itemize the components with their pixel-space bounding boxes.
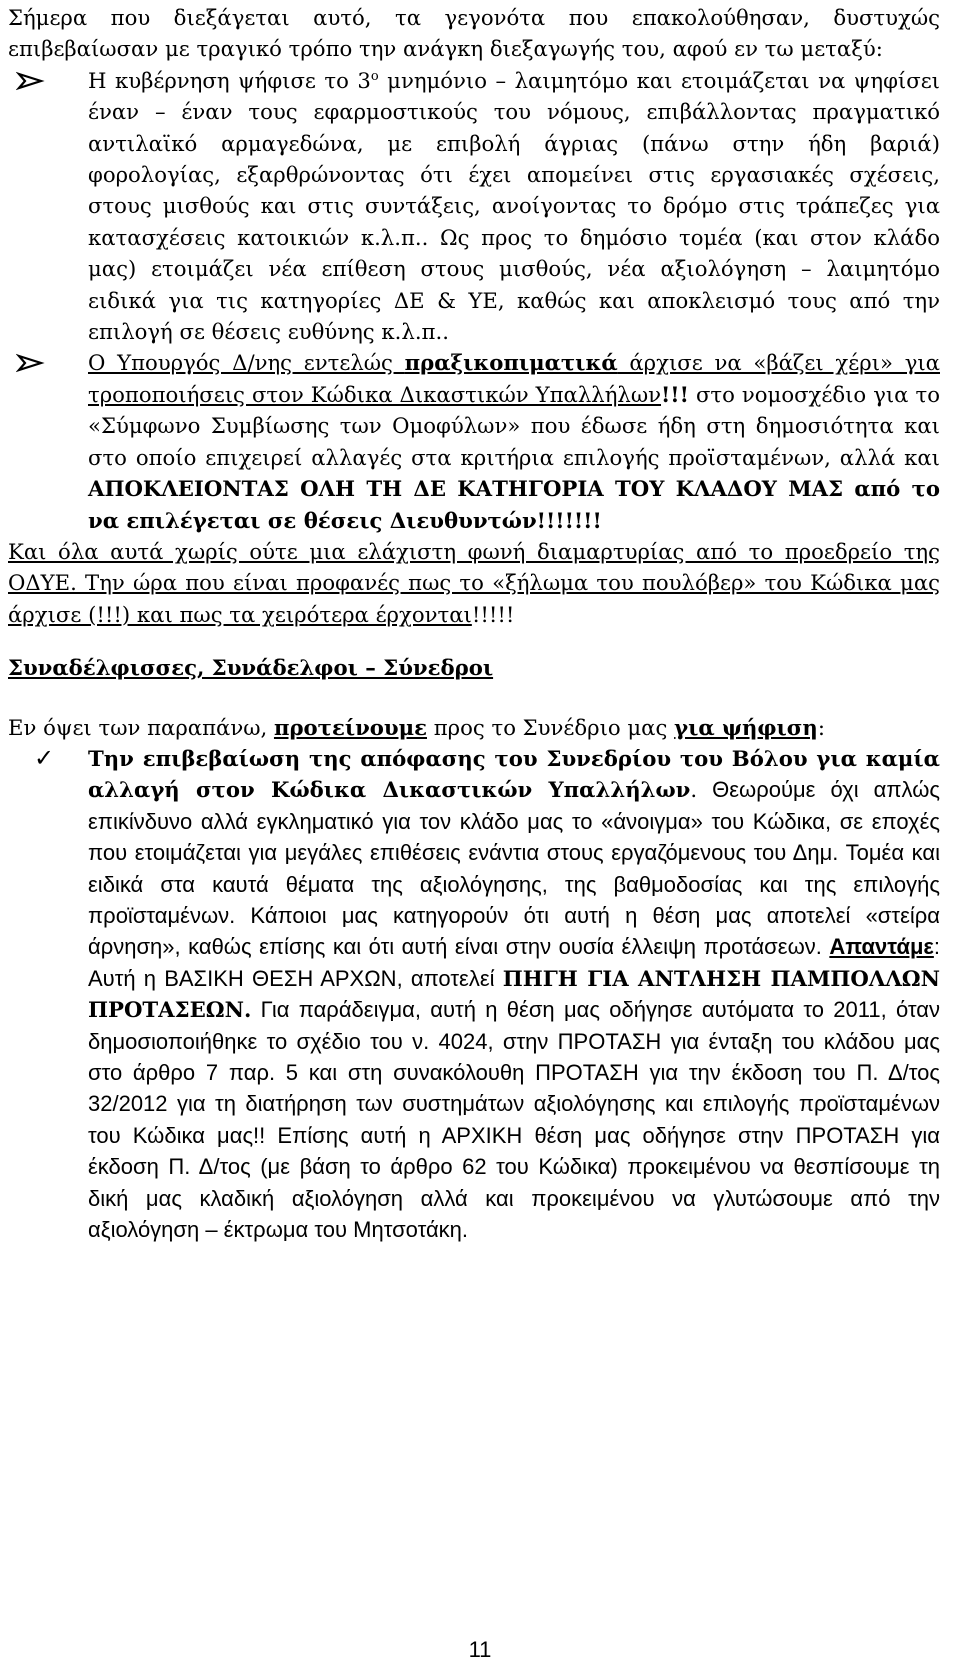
greeting-heading: Συναδέλφισσες, Συνάδελφοι – Σύνεδροι xyxy=(8,655,494,681)
proposal-body-2: : Αυτή η ΒΑΣΙΚΗ ΘΕΣΗ ΑΡΧΩΝ, αποτελεί xyxy=(88,934,940,991)
proposal-item: ✓ Την επιβεβαίωση της απόφασης του Συνεδρίου του Βόλου για καμία αλλαγή στον Κώδικα Δικαστικών Υπαλλήλων. Θεωρούμε όχι απλώς επικίνδυνο αλλά εγκληματικό για τον κλάδο μας το «άνοιγμα» του Κώδικα, σε εποχές που ετοιμάζεται για μεγάλες επιθέσεις ενάντια στους εργαζόμενους του Δημ. Τομέα και ειδικά στα καυτά θέματα της αξιολόγησης, της βαθμοδοσίας και της επιλογής προϊσταμένων. Κάποιοι μας κατηγορούν ότι αυτή η θέση μας αποτελεί «στείρα άρνηση», καθώς επίσης και ότι αυτή είναι στην ουσία έλλειψη προτάσεων. Απαντάμε: Αυτή η ΒΑΣΙΚΗ ΘΕΣΗ ΑΡΧΩΝ, αποτελεί ΠΗΓΗ ΓΙΑ ΑΝΤΛΗΣΗ ΠΑΜΠΟΛΛΩΝ ΠΡΟΤΑΣΕΩΝ. Για παράδειγμα, αυτή η θέση μας οδήγησε αυτόματα το 2011, όταν δημοσιοποιήθηκε το σχέδιο του ν. 4024, στην ΠΡΟΤΑΣΗ για ένταξη του κλάδου μας στο άρθρο 7 παρ. 5 και στη συνακόλουθη ΠΡΟΤΑΣΗ για την έκδοση του Π. Δ/τος 32/2012 για τη διατήρηση των συστημάτων αξιολόγησης και επιλογής προϊσταμένων του Κώδικα μας!! Επίσης αυτή η ΑΡΧΙΚΗ θέση μας οδήγησε στην ΠΡΟΤΑΣΗ για έκδοση Π. Δ/τος (με βάση το άρθρο 62 του Κώδικα) προκειμένου να θεσπίσουμε τη δική μας κλαδική αξιολόγηση αλλά και προκειμένου να γλυτώσουμε από την αξιολόγηση – έκτρωμα του Μητσοτάκη. xyxy=(34,743,940,1243)
bullet-text-a: Η κυβέρνηση ψήφισε το 3 xyxy=(88,67,371,93)
minister-text: στο νομοσχέδιο για το «Σύμφωνο Συμβίωσης των Ομοφύλων» που έδωσε ήδη στη δημοσιότητα και στο οποίο επιχειρεί αλλαγές στα κριτήρια επιλογής προϊσταμένων, αλλά και xyxy=(88,381,940,470)
for-vote-word: για ψήφιση xyxy=(674,714,818,740)
odye-exclamations: !!!!! xyxy=(471,601,515,627)
proposal-paragraph: Εν όψει των παραπάνω, προτείνουμε προς το Συνέδριο μας για ψήφιση: xyxy=(8,714,825,740)
propose-word: προτείνουμε xyxy=(273,714,427,740)
page-number: 11 xyxy=(468,1637,492,1662)
proposal-bold-text: Την επιβεβαίωση της απόφασης του Συνεδρίου του Βόλου για καμία αλλαγή στον Κώδικα Δικαστικών Υπαλλήλων xyxy=(88,745,940,803)
check-mark-icon: ✓ xyxy=(34,743,55,772)
answer-word: Απαντάμε xyxy=(829,934,934,960)
document-page xyxy=(8,2,940,1245)
odye-underlined-text: Και όλα αυτά χωρίς ούτε μια ελάχιστη φωνή διαμαρτυρίας από το προεδρείο της ΟΔΥΕ. Την ώρα που είναι προφανές πως το «ξήλωμα του πουλόβερ» του Κώδικα μας άρχισε (!!!) και πως τα χειρότερα έρχονται xyxy=(8,538,940,627)
proposal-bold-2: ΠΗΓΗ ΓΙΑ ΑΝΤΛΗΣΗ ΠΑΜΠΟΛΛΩΝ ΠΡΟΤΑΣΕΩΝ. xyxy=(88,965,940,1023)
bullet-item-memorandum xyxy=(8,65,940,348)
proposal-body-1: Θεωρούμε όχι απλώς επικίνδυνο αλλά εγκληματικό για τον κλάδο μας το «άνοιγμα» του Κώδικα, σε εποχές που ετοιμάζεται για μεγάλες επιθέσεις ενάντια στους εργαζόμενους του Δημ. Τομέα και ειδικά στα καυτά θέματα της αξιολόγησης, της βαθμοδοσίας και της επιλογής προϊσταμένων. Κάποιοι μας κατηγορούν ότι αυτή η θέση μας αποτελεί «στείρα άρνηση», καθώς επίσης και ότι αυτή είναι στην ουσία έλλειψη προτάσεων. xyxy=(88,777,940,960)
proposal-body-3: Για παράδειγμα, αυτή η θέση μας οδήγησε αυτόματα το 2011, όταν δημοσιοποιήθηκε το σχέδιο του ν. 4024, στην ΠΡΟΤΑΣΗ για ένταξη του κλάδου μας στο άρθρο 7 παρ. 5 και στη συνακόλουθη ΠΡΟΤΑΣΗ για την έκδοση του Π. Δ/τος 32/2012 για τη διατήρηση των συστημάτων αξιολόγησης και επιλογής προϊσταμένων του Κώδικα μας!! Επίσης αυτή η ΑΡΧΙΚΗ θέση μας οδήγησε στην ΠΡΟΤΑΣΗ για έκδοση Π. Δ/τος (με βάση το άρθρο 62 του Κώδικα) προκειμένου να θεσπίσουμε τη δική μας κλαδική αξιολόγηση αλλά και προκειμένου να γλυτώσουμε από την αξιολόγηση – έκτρωμα του Μητσοτάκη. xyxy=(88,997,940,1243)
minister-underlined-text: Ο Υπουργός Δ/νης εντελώς πραξικοπιματικά άρχισε να «βάζει χέρι» για τροποποιήσεις στον Κώδικα Δικαστικών Υπαλλήλων xyxy=(88,350,940,407)
ordinal-superscript: ο xyxy=(370,68,379,84)
spacer xyxy=(8,630,940,652)
bullet-text-b: μνημόνιο – λαιμητόμο και ετοιμάζεται να ψηφίσει έναν – έναν τους εφαρμοστικούς του νόμους, επιβάλλοντας πραγματικό αντιλαϊκό αρμαγεδώνα, με επιβολή άγριας (πάνω στην ήδη βαριά) φορολογίας, εξαρθρώνοντας ότι έχει απομείνει στις εργασιακές σχέσεις, στους μισθούς και στις συντάξεις, ανοίγοντας το δρόμο στις τράπεζες για κατασχέσεις κατοικιών κ.λ.π.. Ως προς το δημόσιο τομέα (και στον κλάδο μας) ετοιμάζει νέα επίθεση στους μισθούς, νέα αξιολόγηση – λαιμητόμο ειδικά για τις κατηγορίες ΔΕ & ΥΕ, καθώς και αποκλεισμό τους από την επιλογή σε θέσεις ευθύνης κ.λ.π.. xyxy=(88,67,940,345)
intro-paragraph: Σήμερα που διεξάγεται αυτό, τα γεγονότα που επακολούθησαν, δυστυχώς επιβεβαίωσαν με τραγικό τρόπο την ανάγκη διεξαγωγής του, αφού εν τω μεταξύ: xyxy=(8,5,940,62)
exclamation-marks: !!! xyxy=(661,381,689,407)
exclusion-bold-text: ΑΠΟΚΛΕΙΟΝΤΑΣ ΟΛΗ ΤΗ ΔΕ ΚΑΤΗΓΟΡΙΑ ΤΟΥ ΚΛΑΔΟΥ ΜΑΣ από το να επιλέγεται σε θέσεις Διευθυντών!!!!!!! xyxy=(88,476,940,533)
odye-paragraph xyxy=(8,536,940,630)
arrowhead-bullet-icon xyxy=(16,65,46,96)
bullet-item-minister xyxy=(8,347,940,535)
arrowhead-bullet-icon xyxy=(16,347,46,378)
spacer xyxy=(8,684,940,712)
